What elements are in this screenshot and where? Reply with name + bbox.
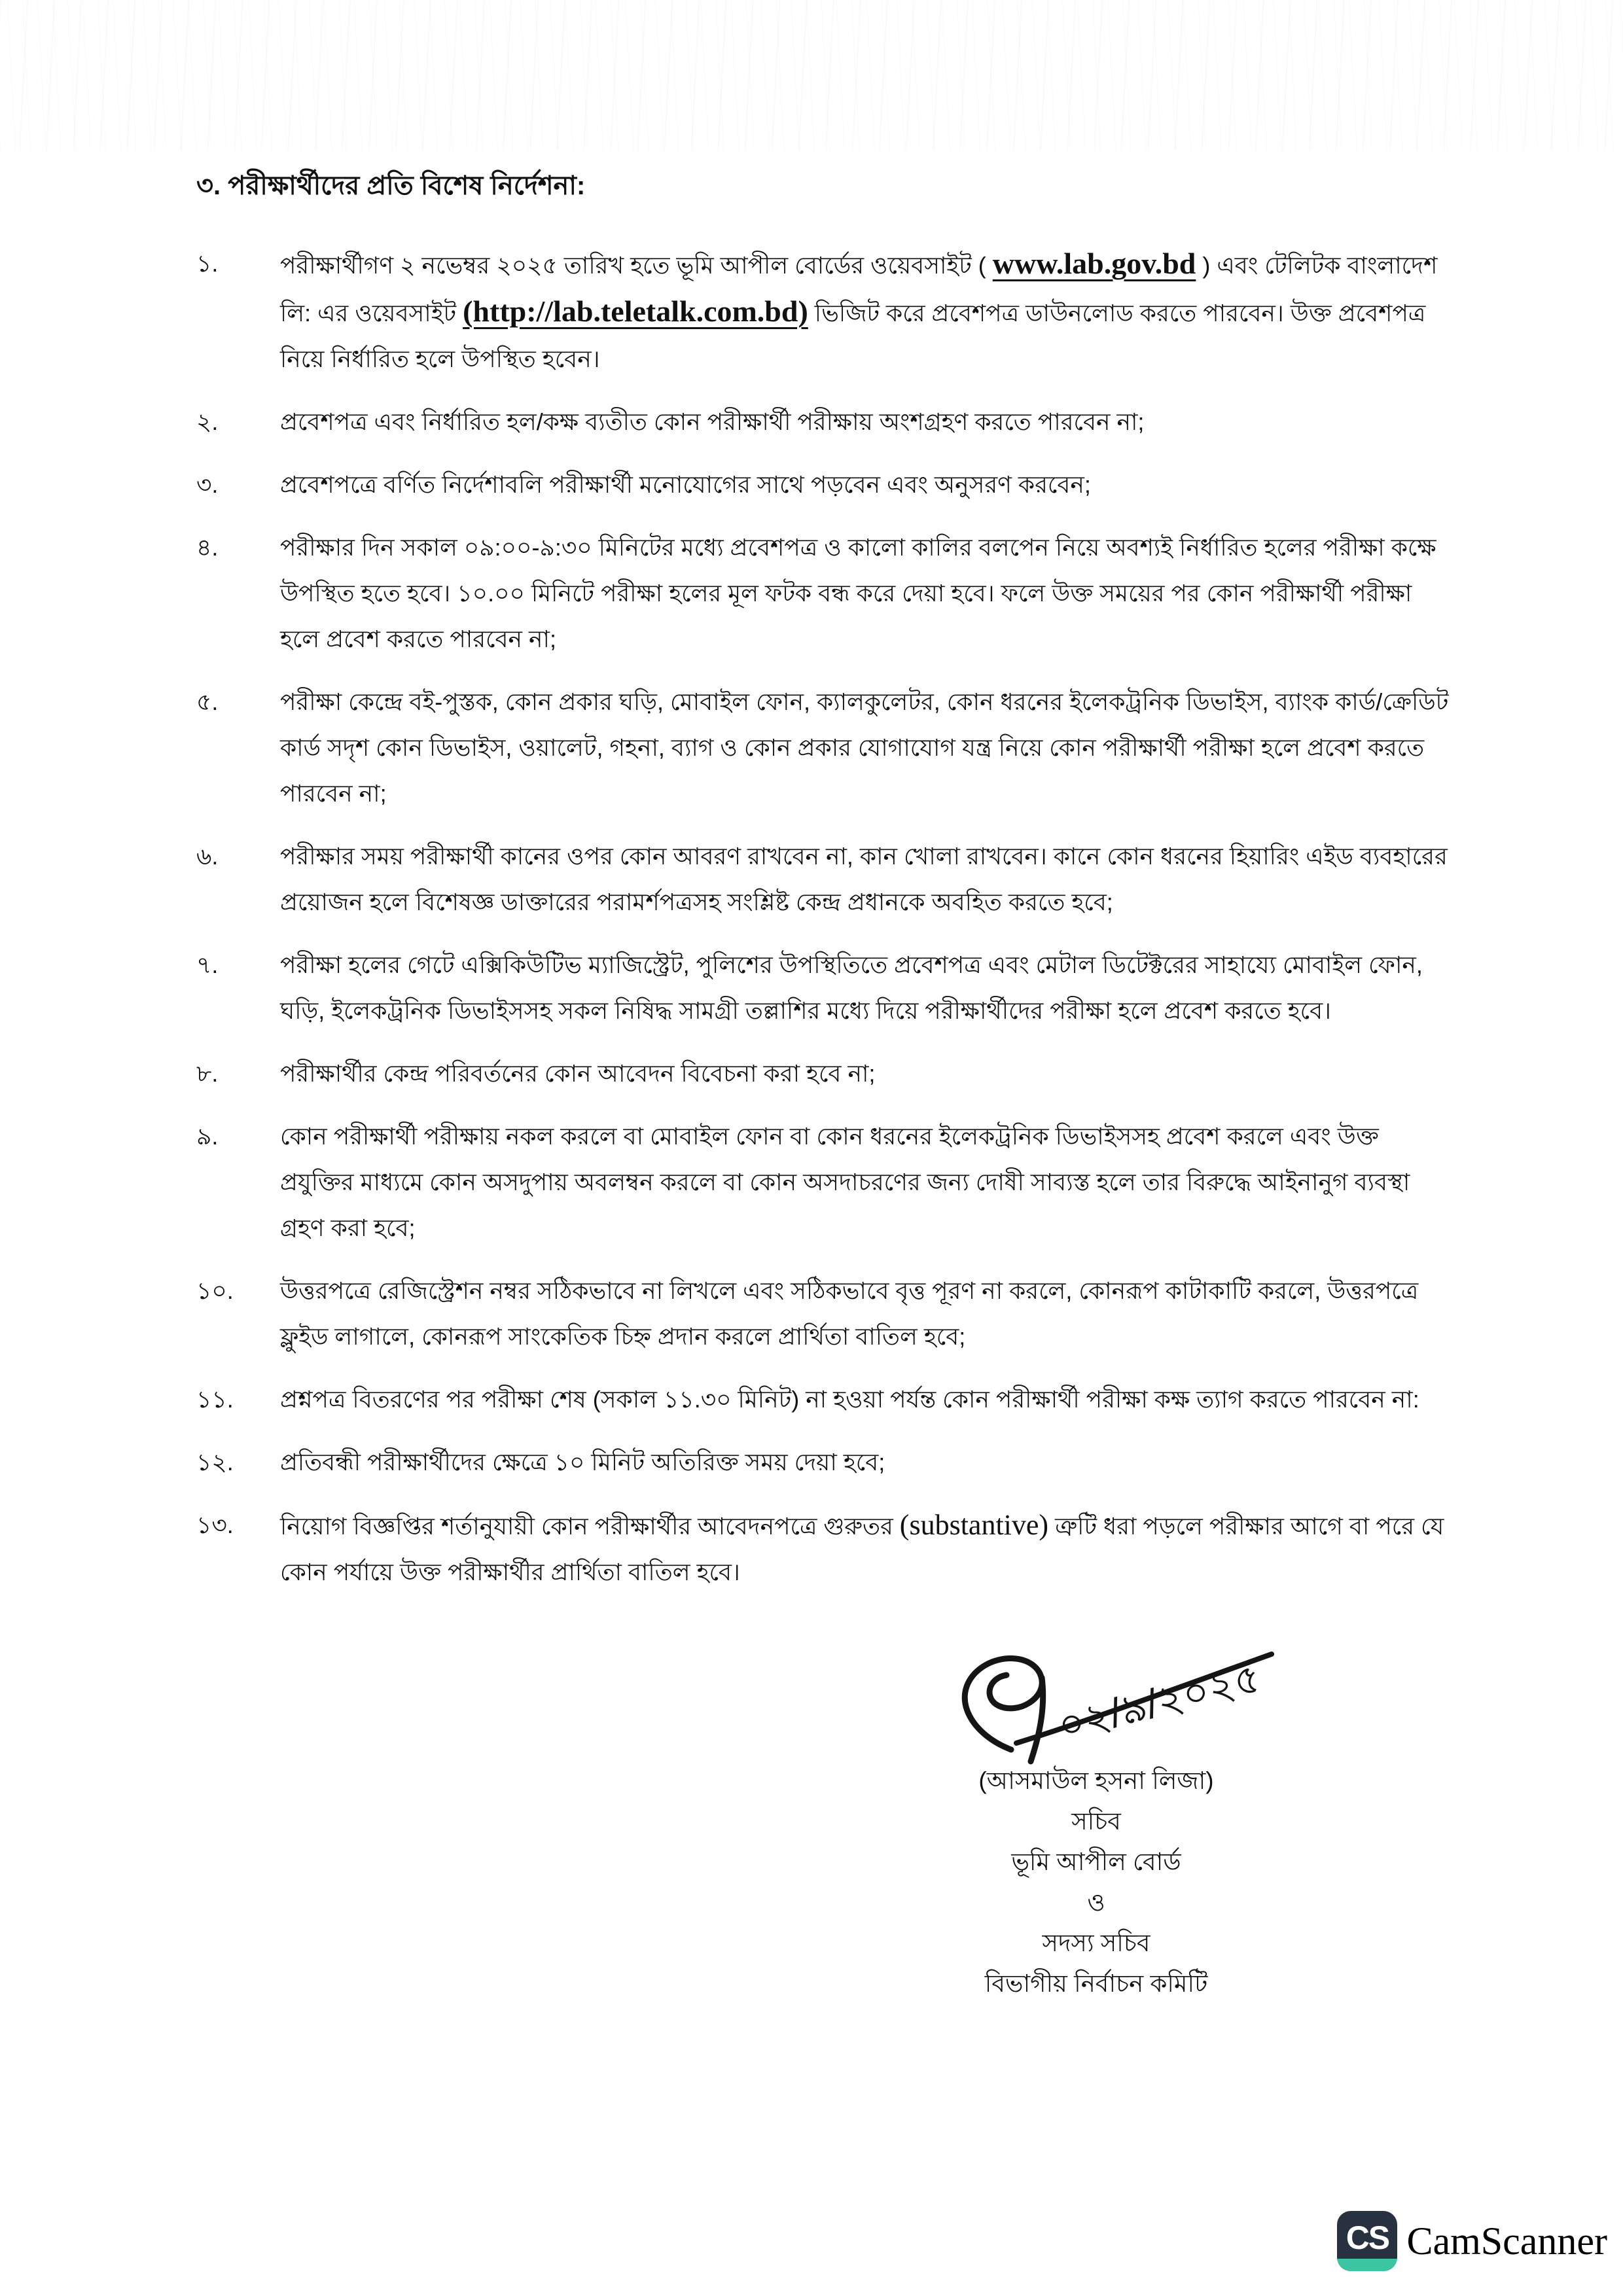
- item-text-segment: ) এবং টেলিটক বাংলাদেশ লি: এর ওয়েবসাইট: [280, 252, 1438, 327]
- section-heading: ৩. পরীক্ষার্থীদের প্রতি বিশেষ নির্দেশনা:: [196, 171, 586, 200]
- list-item: [196, 834, 1450, 925]
- list-item: [196, 399, 1450, 445]
- item-number: ১১.: [196, 1386, 234, 1413]
- item-text: [280, 1502, 1450, 1595]
- item-text: পরীক্ষার্থীর কেন্দ্র পরিবর্তনের কোন আবেদন বিবেচনা করা হবে না;: [280, 1060, 876, 1087]
- list-item: [196, 525, 1450, 662]
- signatory-title-2: সদস্য সচিব: [1042, 1930, 1150, 1956]
- item-number: ৩.: [196, 471, 219, 498]
- item-text-segment: পরীক্ষার্থীগণ ২ নভেম্বর ২০২৫ তারিখ হতে ভূমি আপীল বোর্ডের ওয়েবসাইট (: [280, 252, 993, 279]
- item-text-segment: ত্রুটি ধরা পড়লে পরীক্ষার আগে বা পরে যে কোন পর্যায়ে উক্ত পরীক্ষার্থীর প্রার্থিতা বাতিল হবে।: [280, 1513, 1444, 1585]
- signature-block: [841, 1637, 1351, 2004]
- signatory-conjunction: ও: [1087, 1889, 1105, 1916]
- item-number: ৪.: [196, 534, 219, 561]
- list-item: [196, 942, 1450, 1034]
- list-item: [196, 679, 1450, 817]
- substantive-term: (substantive): [899, 1509, 1049, 1541]
- camscanner-icon: [1337, 2211, 1397, 2271]
- signatory-organization: ভূমি আপীল বোর্ড: [1011, 1848, 1181, 1875]
- camscanner-label: CamScanner: [1406, 2219, 1607, 2263]
- item-text: পরীক্ষার দিন সকাল ০৯:০০-৯:৩০ মিনিটের মধ্যে প্রবেশপত্র ও কালো কালির বলপেন নিয়ে অবশ্যই নির্ধারিত হলের পরীক্ষা কক্ষে উপস্থিত হতে হবে। ১০.০০ মিনিটে পরীক্ষা হলের মূল ফটক বন্ধ করে দেয়া হবে। ফলে উক্ত সময়ের পর কোন পরীক্ষার্থী পরীক্ষা হলে প্রবেশ করতে পারবেন না;: [280, 534, 1436, 652]
- item-text: প্রশ্নপত্র বিতরণের পর পরীক্ষা শেষ (সকাল ১১.৩০ মিনিট) না হওয়া পর্যন্ত কোন পরীক্ষার্থী পরীক্ষা কক্ষ ত্যাগ করতে পারবেন না:: [280, 1386, 1419, 1413]
- camscanner-icon-accent-strip: [1337, 2259, 1397, 2271]
- signature-scribble: [913, 1637, 1279, 1765]
- item-text: পরীক্ষার সময় পরীক্ষার্থী কানের ওপর কোন আবরণ রাখবেন না, কান খোলা রাখবেন। কানে কোন ধরনের হিয়ারিং এইড ব্যবহারের প্রয়োজন হলে বিশেষজ্ঞ ডাক্তারের পরামর্শপত্রসহ সংশ্লিষ্ট কেন্দ্র প্রধানকে অবহিত করতে হবে;: [280, 843, 1448, 915]
- signatory-name: (আসমাউল হসনা লিজা): [978, 1767, 1214, 1794]
- item-text: প্রবেশপত্র এবং নির্ধারিত হল/কক্ষ ব্যতীত কোন পরীক্ষার্থী পরীক্ষায় অংশগ্রহণ করতে পারবেন না;: [280, 408, 1145, 435]
- item-text: প্রবেশপত্রে বর্ণিত নির্দেশাবলি পরীক্ষার্থী মনোযোগের সাথে পড়বেন এবং অনুসরণ করবেন;: [280, 471, 1091, 498]
- list-item: [196, 1439, 1450, 1485]
- item-number: ৭.: [196, 951, 219, 978]
- item-number: ১.: [196, 250, 219, 277]
- list-item: [196, 1268, 1450, 1360]
- item-number: ২.: [196, 408, 219, 435]
- signatory-title: সচিব: [1071, 1808, 1121, 1835]
- item-text: পরীক্ষা কেন্দ্রে বই-পুস্তক, কোন প্রকার ঘড়ি, মোবাইল ফোন, ক্যালকুলেটর, কোন ধরনের ইলেকট্রনিক ডিভাইস, ব্যাংক কার্ড/ক্রেডিট কার্ড সদৃশ কোন ডিভাইস, ওয়ালেট, গহনা, ব্যাগ ও কোন প্রকার যোগাযোগ যন্ত্র নিয়ে কোন পরীক্ষার্থী পরীক্ষা হলে প্রবেশ করতে পারবেন না;: [280, 688, 1449, 807]
- item-text: পরীক্ষা হলের গেটে এক্সিকিউটিভ ম্যাজিস্ট্রেট, পুলিশের উপস্থিতিতে প্রবেশপত্র এবং মেটাল ডিটেক্টরের সাহায্যে মোবাইল ফোন, ঘড়ি, ইলেকট্রনিক ডিভাইসসহ সকল নিষিদ্ধ সামগ্রী তল্লাশির মধ্যে দিয়ে পরীক্ষার্থীদের পরীক্ষা হলে প্রবেশ করতে হবে।: [280, 951, 1423, 1024]
- item-number: ৮.: [196, 1060, 219, 1087]
- item-text-segment: নিয়োগ বিজ্ঞপ্তির শর্তানুযায়ী কোন পরীক্ষার্থীর আবেদনপত্রে গুরুতর: [280, 1513, 900, 1540]
- camscanner-watermark: [1337, 2211, 1607, 2271]
- item-text: প্রতিবন্ধী পরীক্ষার্থীদের ক্ষেত্রে ১০ মিনিট অতিরিক্ত সময় দেয়া হবে;: [280, 1449, 885, 1475]
- teletalk-website-url: (http://lab.teletalk.com.bd): [463, 294, 808, 328]
- camscanner-icon-letters: CS: [1346, 2219, 1389, 2256]
- lab-website-url: www.lab.gov.bd: [992, 247, 1196, 280]
- item-number: ১২.: [196, 1449, 234, 1475]
- list-item: [196, 1051, 1450, 1097]
- list-item: [196, 241, 1450, 382]
- item-text-segment: ভিজিট করে প্রবেশপত্র ডাউনলোড করতে পারবেন। উক্ত প্রবেশপত্র নিয়ে নির্ধারিত হলে উপস্থিত হবেন।: [280, 300, 1426, 372]
- list-item: [196, 1114, 1450, 1251]
- item-number: ১৩.: [196, 1511, 234, 1538]
- signature-date-handwritten: ০২/৯/২০২৫: [1053, 1655, 1266, 1750]
- item-number: ৬.: [196, 843, 219, 870]
- item-number: ৫.: [196, 688, 219, 715]
- list-item: [196, 1377, 1450, 1422]
- signatory-organization-2: বিভাগীয় নির্বাচন কমিটি: [984, 1970, 1208, 1997]
- list-item: [196, 462, 1450, 508]
- item-number: ৯.: [196, 1123, 219, 1150]
- list-item: [196, 1502, 1450, 1595]
- item-text: [280, 241, 1450, 382]
- item-text: উত্তরপত্রে রেজিস্ট্রেশন নম্বর সঠিকভাবে না লিখলে এবং সঠিকভাবে বৃত্ত পূরণ না করলে, কোনরূপ কাটাকাটি করলে, উত্তরপত্রে ফ্লুইড লাগালে, কোনরূপ সাংকেতিক চিহ্ন প্রদান করলে প্রার্থিতা বাতিল হবে;: [280, 1277, 1419, 1350]
- item-number: ১০.: [196, 1277, 234, 1304]
- item-text: কোন পরীক্ষার্থী পরীক্ষায় নকল করলে বা মোবাইল ফোন বা কোন ধরনের ইলেকট্রনিক ডিভাইসসহ প্রবেশ করলে এবং উক্ত প্রযুক্তির মাধ্যমে কোন অসদুপায় অবলম্বন করলে বা কোন অসদাচরণের জন্য দোষী সাব্যস্ত হলে তার বিরুদ্ধে আইনানুগ ব্যবস্থা গ্রহণ করা হবে;: [280, 1123, 1410, 1241]
